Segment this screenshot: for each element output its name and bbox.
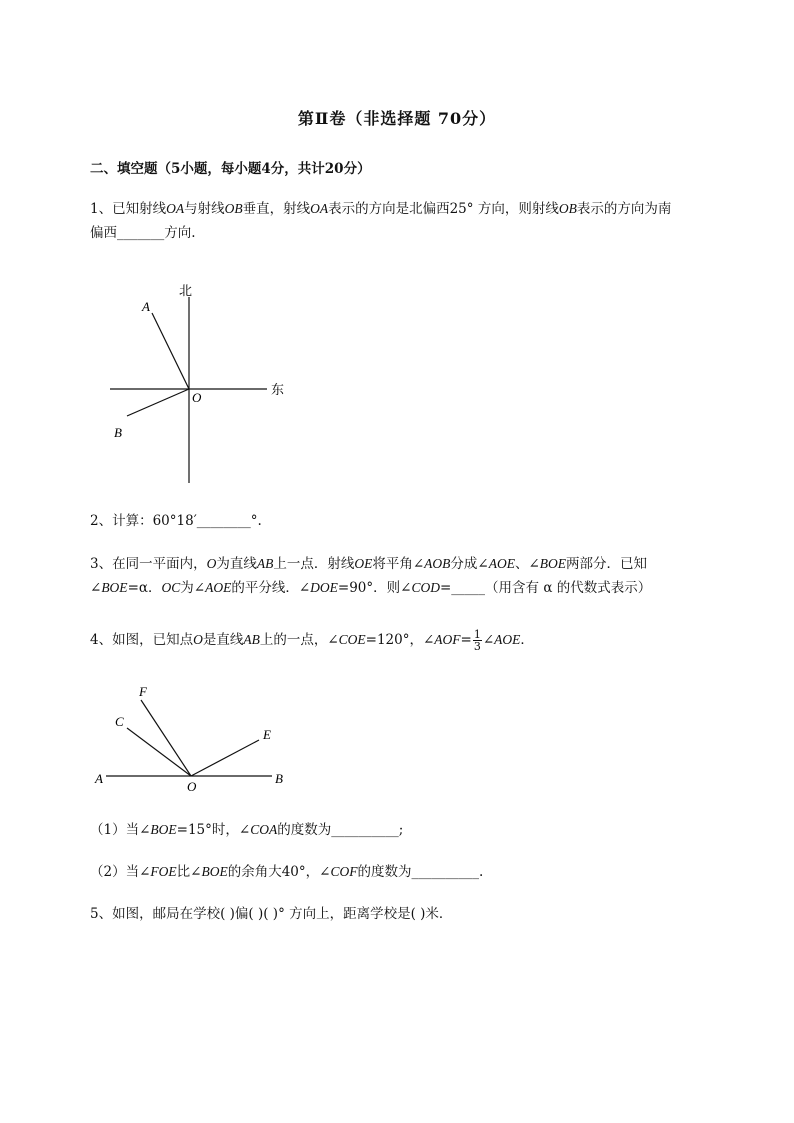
question-5: 5、如图，邮局在学校( )偏( )( )° 方向上，距离学校是( )米．	[90, 906, 453, 922]
q3-text: 将平角∠	[372, 556, 425, 572]
q4-var: COE	[338, 632, 366, 647]
q3-var: OE	[354, 556, 373, 571]
q4-var: AB	[243, 632, 260, 647]
q4-text: 4、如图，已知点	[90, 632, 194, 648]
q3-var: BOE	[101, 580, 128, 595]
question-3	[90, 552, 740, 600]
one-third-fraction	[473, 629, 482, 652]
q3-var: COD	[411, 580, 440, 595]
q3-var: OC	[161, 580, 181, 595]
q4-var: COF	[330, 864, 358, 879]
question-4	[90, 626, 740, 654]
ray-oa	[152, 313, 189, 389]
q1-text: 与射线	[184, 201, 225, 217]
q1-var: OA	[166, 201, 185, 216]
q4-text: 比∠	[176, 864, 202, 880]
q4-text: ．	[520, 632, 534, 648]
q3-text: 分成∠	[450, 556, 489, 572]
q1-text: 表示的方向是北偏西25° 方向，则射线	[328, 201, 559, 217]
q1-text: 1、已知射线	[90, 201, 167, 217]
question-4-part-2	[90, 860, 740, 884]
q4-var: COA	[250, 822, 278, 837]
section-heading: 二、填空题（5小题，每小题4分，共计20分）	[90, 161, 371, 177]
q4-text: 上的一点，∠	[259, 632, 339, 648]
question-1	[90, 197, 740, 245]
fraction-denominator: 3	[473, 640, 481, 653]
q1-var: OB	[224, 201, 243, 216]
q3-text: 上一点．射线	[273, 556, 355, 572]
q4-var: FOE	[150, 864, 177, 879]
point-e-label: E	[263, 727, 271, 742]
q3-text: 为∠	[180, 580, 206, 596]
q3-text: 为直线	[216, 556, 257, 572]
point-a-label: A	[142, 299, 150, 314]
q4-text: =120°，∠	[365, 632, 435, 648]
q4-var: O	[193, 632, 203, 647]
q4-text: =15°时，∠	[176, 822, 251, 838]
q3-var: AOB	[424, 556, 451, 571]
q4-text: 的度数为__________;	[277, 822, 404, 838]
q3-text: =α．	[127, 580, 162, 596]
ray-oe	[191, 740, 259, 776]
q3-var: AOE	[205, 580, 232, 595]
q4-var: AOE	[494, 632, 521, 647]
q4-text: =	[460, 632, 472, 648]
q4-var: AOF	[434, 632, 461, 647]
q3-text: 、∠	[514, 556, 540, 572]
q3-text: 3、在同一平面内，	[90, 556, 207, 572]
north-label: 北	[179, 283, 193, 298]
q3-var: AOE	[488, 556, 515, 571]
q3-text: 的平分线．∠	[231, 580, 311, 596]
ray-of	[141, 700, 191, 776]
point-c-label: C	[115, 714, 124, 729]
q4-text: （1）当∠	[90, 822, 151, 838]
q1-var: OB	[558, 201, 577, 216]
q4-text: 是直线	[202, 632, 244, 648]
q1-var: OA	[310, 201, 329, 216]
q1-text: 表示的方向为南	[576, 201, 672, 217]
q4-angle-figure	[88, 680, 303, 798]
east-label: 东	[271, 382, 285, 397]
ray-ob	[127, 389, 189, 416]
q4-text: 的度数为__________.	[357, 864, 484, 880]
q4-var: BOE	[150, 822, 177, 837]
q3-var: BOE	[539, 556, 567, 571]
q1-direction-figure	[100, 275, 300, 490]
q1-text: 偏西_______方向.	[90, 225, 196, 241]
q3-text: =90°．则∠	[337, 580, 412, 596]
q3-var: DOE	[310, 580, 338, 595]
point-o-label: O	[187, 779, 197, 794]
ray-oc	[127, 728, 191, 776]
fraction-numerator: 1	[473, 628, 481, 641]
question-4-part-1	[90, 818, 740, 842]
point-a-label: A	[95, 771, 103, 786]
section-title: 第Ⅱ卷（非选择题 70分）	[297, 109, 497, 128]
point-b-label: B	[275, 771, 283, 786]
q4-text: （2）当∠	[90, 864, 151, 880]
point-f-label: F	[139, 684, 147, 699]
question-2: 2、计算：60°18′________°.	[90, 513, 262, 529]
q3-text: 两部分．已知	[566, 556, 648, 572]
q3-text: ∠	[90, 580, 102, 596]
q3-var: AB	[256, 556, 274, 571]
point-o-label: O	[192, 390, 202, 405]
q1-text: 垂直，射线	[242, 201, 311, 217]
q4-text: 的余角大40°，∠	[227, 864, 331, 880]
q3-text: =_____（用含有 α 的代数式表示）	[439, 580, 652, 596]
q4-var: BOE	[201, 864, 228, 879]
point-b-label: B	[114, 425, 122, 440]
q3-var: O	[206, 556, 217, 571]
q4-text: ∠	[482, 632, 495, 648]
